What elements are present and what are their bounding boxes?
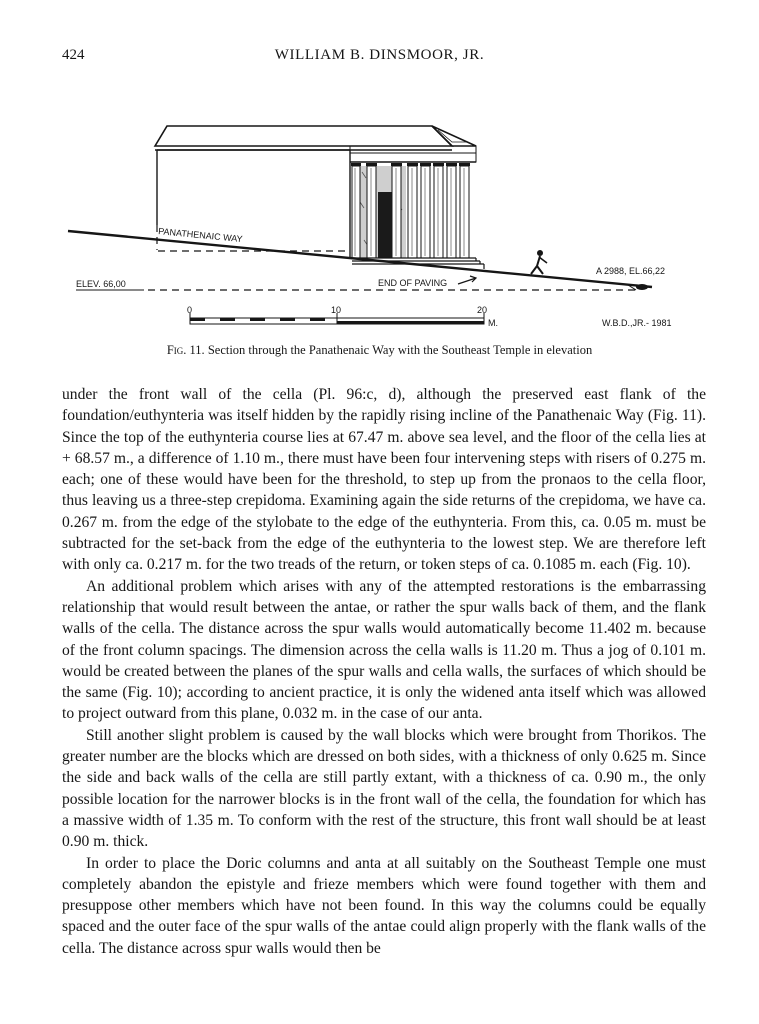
figure-11-elevation-drawing	[40, 112, 720, 340]
running-title: WILLIAM B. DINSMOOR, JR.	[274, 47, 485, 63]
capitals	[351, 163, 470, 166]
columns	[352, 166, 469, 258]
page-number: 424	[62, 47, 85, 63]
figure-caption-label: Fig. 11.	[166, 343, 205, 357]
elev-label: ELEV. 66,00	[76, 279, 126, 289]
end-of-paving-label: END OF PAVING	[378, 278, 448, 288]
paragraph: Still another slight problem is caused by the wall blocks which were brought from Thorikos. The greater number are the blocks which are dressed on both sides, with a thickness of only 0.625 m. Since the side and back walls of the cella are still partly extant, with a thickness of ca. 0.90 m., the only possible location for the narrower blocks is in the front wall of the cella, the foundation for which has a massive width of 1.35 m. To conform with the rest of the structure, this front wall should be at least 0.90 m. thick.	[62, 726, 706, 851]
paragraph: In order to place the Doric columns and anta at all suitably on the Southeast Temple one must completely abandon the epistyle and frieze members which were found together with them and presuppose other members which have not been found. In this way the columns could be equally spaced and the outer face of the spur walls of the antae could align properly with the flank walls of the cella. The distance across spur walls would then be	[62, 854, 706, 957]
walker-figure-icon	[531, 250, 547, 274]
benchmark-label: A 2988, EL.66,22	[596, 266, 666, 276]
paragraph: under the front wall of the cella (Pl. 96:c, d), although the preserved east flank of the foundation/euthynteria was itself hidden by the rapidly rising incline of the Panathenaic Way (Fig. 11). Since the top of the euthynteria course lies at 67.47 m. above sea level, and the floor of the cella lies at + 68.57 m., a difference of 1.10 m., there must have been four intervening steps with risers of 0.275 m. each; one of these would have been for the threshold, to step up from the pronaos to the cella floor, thus leaving us a three-step crepidoma. Examining again the side returns of the crepidoma, we have ca. 0.267 m. from the edge of the stylobate to the edge of the euthynteria. From this, ca. 0.05 m. must be subtracted for the set-back from the edge of the euthynteria to the lowest step. We are therefore left with only ca. 0.217 m. for the two treads of the return, or token steps of ca. 0.1085 m. each (Fig. 10).	[62, 386, 706, 574]
panathenaic-way-label: PANATHENAIC WAY	[157, 226, 244, 245]
scale-unit: M.	[488, 318, 498, 328]
scale-tick-0: 0	[187, 305, 193, 315]
scale-tick-10: 10	[331, 305, 342, 315]
entablature	[350, 146, 476, 162]
end-of-paving-arrow-icon	[458, 276, 476, 284]
figure-caption	[0, 343, 759, 358]
paragraph: An additional problem which arises with any of the attempted restorations is the embarrassing relationship that would result between the antae, or rather the spur walls back of them, and the flank walls of the cella. The distance across the spur walls would automatically become 11.402 m. because of the front column spacings. The dimension across the cella walls is 11.20 m. Thus a jog of 0.101 m. would be created between the planes of the spur walls and cella walls, the surfaces of which should be the same (Fig. 10); according to ancient practice, it is only the widened anta itself which was allowed to project outward from this plane, 0.032 m. in the case of our anta.	[62, 577, 706, 723]
scale-tick-20: 20	[477, 305, 488, 315]
body-text	[62, 384, 706, 959]
figure-caption-text: Section through the Panathenaic Way with the Southeast Temple in elevation	[207, 343, 593, 357]
drawing-credit: W.B.D.,JR.- 1981	[602, 318, 672, 328]
